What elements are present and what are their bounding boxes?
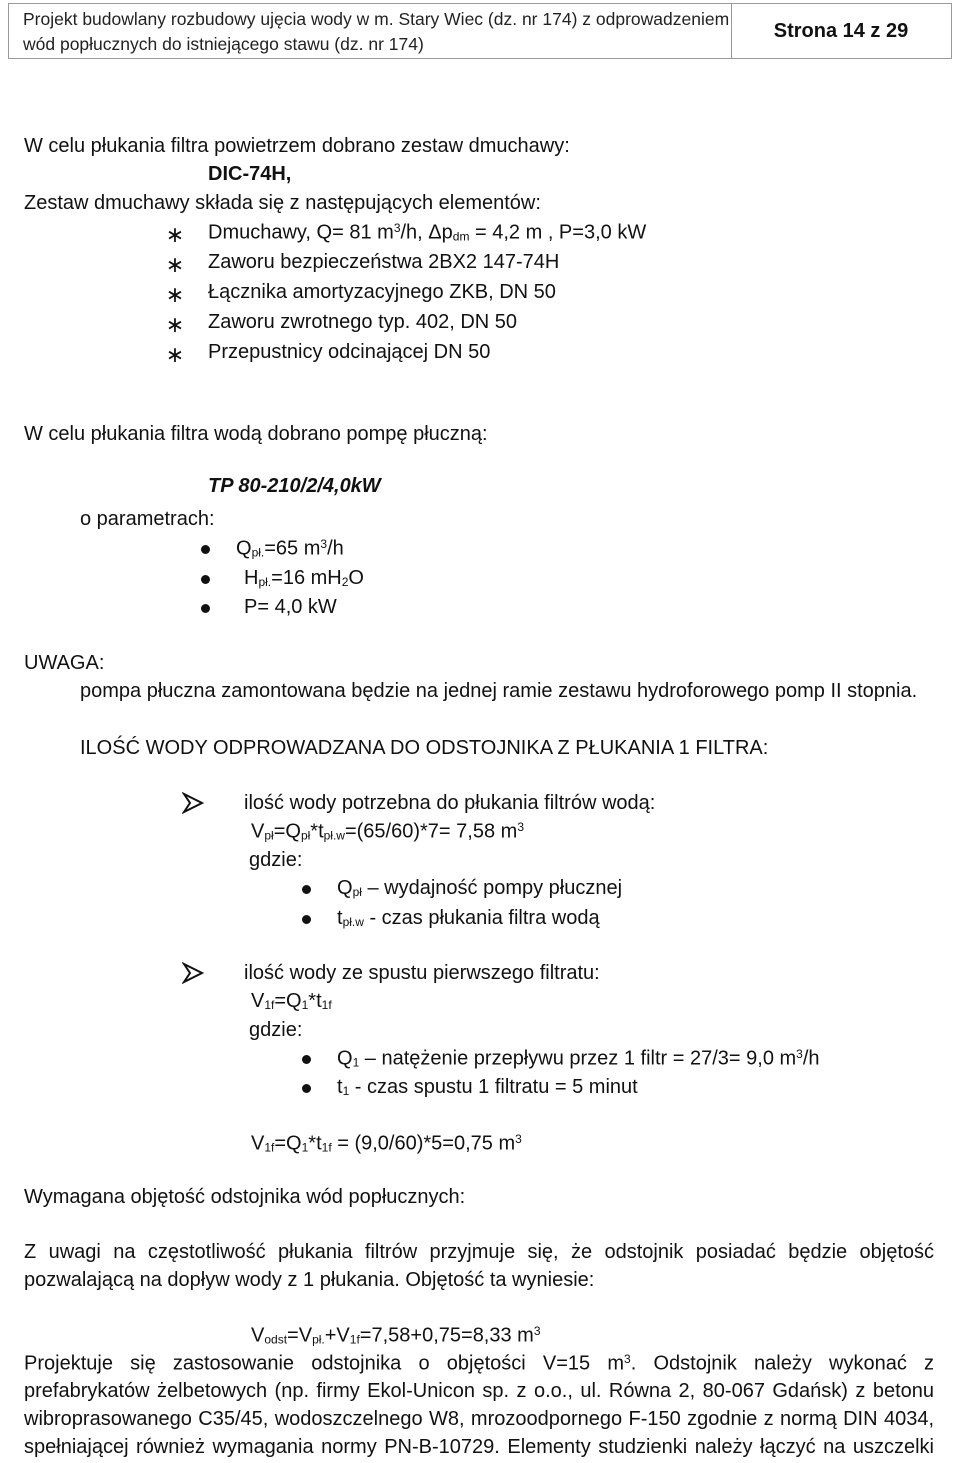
pump-param-h: $H_{pł.}=16$ $mH_2O$ [244,567,364,589]
wash-title: ilość wody potrzebna do płukania filtrów wodą: [244,792,656,814]
pump-intro: W celu płukania filtra wodą dobrano pompę płuczną: [24,423,488,445]
drain-def-t: $t_1$ - czas spustu 1 filtratu = 5 minut [337,1076,638,1098]
asterisk-bullet-icon: ∗ [165,222,185,247]
blower-item-1: Dmuchawy, Q= 81 $m^3/h$, $\Delta p_{dm} = 4,2$ m , P=3,0 kW [208,221,647,244]
bullet-dot-icon [201,604,210,613]
note-label: UWAGA: [24,652,105,674]
drain-result: $V_{1f}=Q_1*t_{1f} = (9,0/60)*5=0,75$ $m^3$ [251,1132,522,1155]
drain-title: ilość wody ze spustu pierwszego filtratu: [244,962,600,984]
para2-line3: wibroprasowanego C35/45, wodoszczelnego W8, mrozoodpornego F-150 zgodnie z normą DIN 4034, [24,1408,934,1430]
para1-line1: Z uwagi na częstotliwość płukania filtrów przyjmuje się, że odstojnik posiadać będzie objętość [24,1241,934,1263]
wash-where: gdzie: [249,849,303,871]
pump-model: TP 80-210/2/4,0kW [208,475,381,497]
bullet-dot-icon [302,1055,311,1064]
drain-where: gdzie: [249,1019,303,1041]
para2-line4: spełniającej również wymagania normy PN-B-10729. Elementy studzienki należy łączyć na uszczelki [24,1436,934,1458]
wash-def-q: $Q_{pł}$ – wydajność pompy płucznej [337,877,623,899]
delta-symbol: Δ [428,221,442,244]
asterisk-bullet-icon: ∗ [165,312,185,337]
blower-composition: Zestaw dmuchawy składa się z następujących elementów: [24,192,541,214]
para2-line1: Projektuje się zastosowanie odstojnika o objętości V=15 $m^3$. Odstojnik należy wykonać z [24,1352,935,1375]
blower-model: DIC-74H, [208,163,292,185]
header-page-cell [731,4,951,58]
arrow-bullet-icon [182,962,204,984]
pump-params-label: o parametrach: [80,508,215,530]
drain-formula: $V_{1f}=Q_1*t_{1f}$ [251,990,332,1012]
blower-item-4: Zaworu zwrotnego typ. 402, DN 50 [208,311,518,333]
header-title-line1: Projekt budowlany rozbudowy ujęcia wody w m. Stary Wiec (dz. nr 174) z odprowadzeniem [23,9,730,29]
blower-item-2: Zaworu bezpieczeństwa 2BX2 147-74H [208,251,560,273]
arrow-bullet-icon [182,792,204,814]
pump-param-p: P= 4,0 kW [244,596,337,618]
pump-param-q: $Q_{pł.}=65$ $m^3/h$ [236,537,344,560]
asterisk-bullet-icon: ∗ [165,342,185,367]
wash-formula: $V_{pł}=Q_{pł}*t_{pł.w}=(65/60)*7= 7,58$ $m^3$ [251,820,524,843]
section-title: ILOŚĆ WODY ODPROWADZANA DO ODSTOJNIKA Z PŁUKANIA 1 FILTRA: [80,737,769,759]
blower-item-3: Łącznika amortyzacyjnego ZKB, DN 50 [208,281,556,303]
para1-line2: pozwalającą na dopływ wody z 1 płukania. Objętość ta wyniesie: [24,1269,595,1291]
drain-def-q: $Q_1$ – natężenie przepływu przez 1 filtr = 27/3= 9,0 $m^3/h$ [337,1047,820,1070]
para2-line2: prefabrykatów żelbetowych (np. firmy Ekol-Unicon sp. z o.o., ul. Równa 2, 80-067 Gdańsk) z betonu [24,1380,934,1402]
note-text: pompa płuczna zamontowana będzie na jednej ramie zestawu hydroforowego pomp II stopnia. [80,680,918,702]
bullet-dot-icon [302,915,311,924]
bullet-dot-icon [201,575,210,584]
bullet-dot-icon [201,545,210,554]
asterisk-bullet-icon: ∗ [165,252,185,277]
blower-item-5: Przepustnicy odcinającej DN 50 [208,341,491,363]
page-number: Strona 14 z 29 [773,19,909,42]
page-header [8,3,952,59]
required-volume-heading: Wymagana objętość odstojnika wód popłucznych: [24,1186,466,1208]
asterisk-bullet-icon: ∗ [165,282,185,307]
bullet-dot-icon [302,885,311,894]
header-title-cell [9,4,732,58]
wash-def-t: $t_{pł.w}$ - czas płukania filtra wodą [337,907,600,929]
total-volume-formula: $V_{odst}=V_{pł.}+V_{1f}=7,58+0,75=8,33$ $m^3$ [251,1324,541,1347]
header-title-line2: wód popłucznych do istniejącego stawu (dz. nr 174) [23,34,424,54]
bullet-dot-icon [302,1084,311,1093]
blower-intro: W celu płukania filtra powietrzem dobrano zestaw dmuchawy: [24,135,570,157]
